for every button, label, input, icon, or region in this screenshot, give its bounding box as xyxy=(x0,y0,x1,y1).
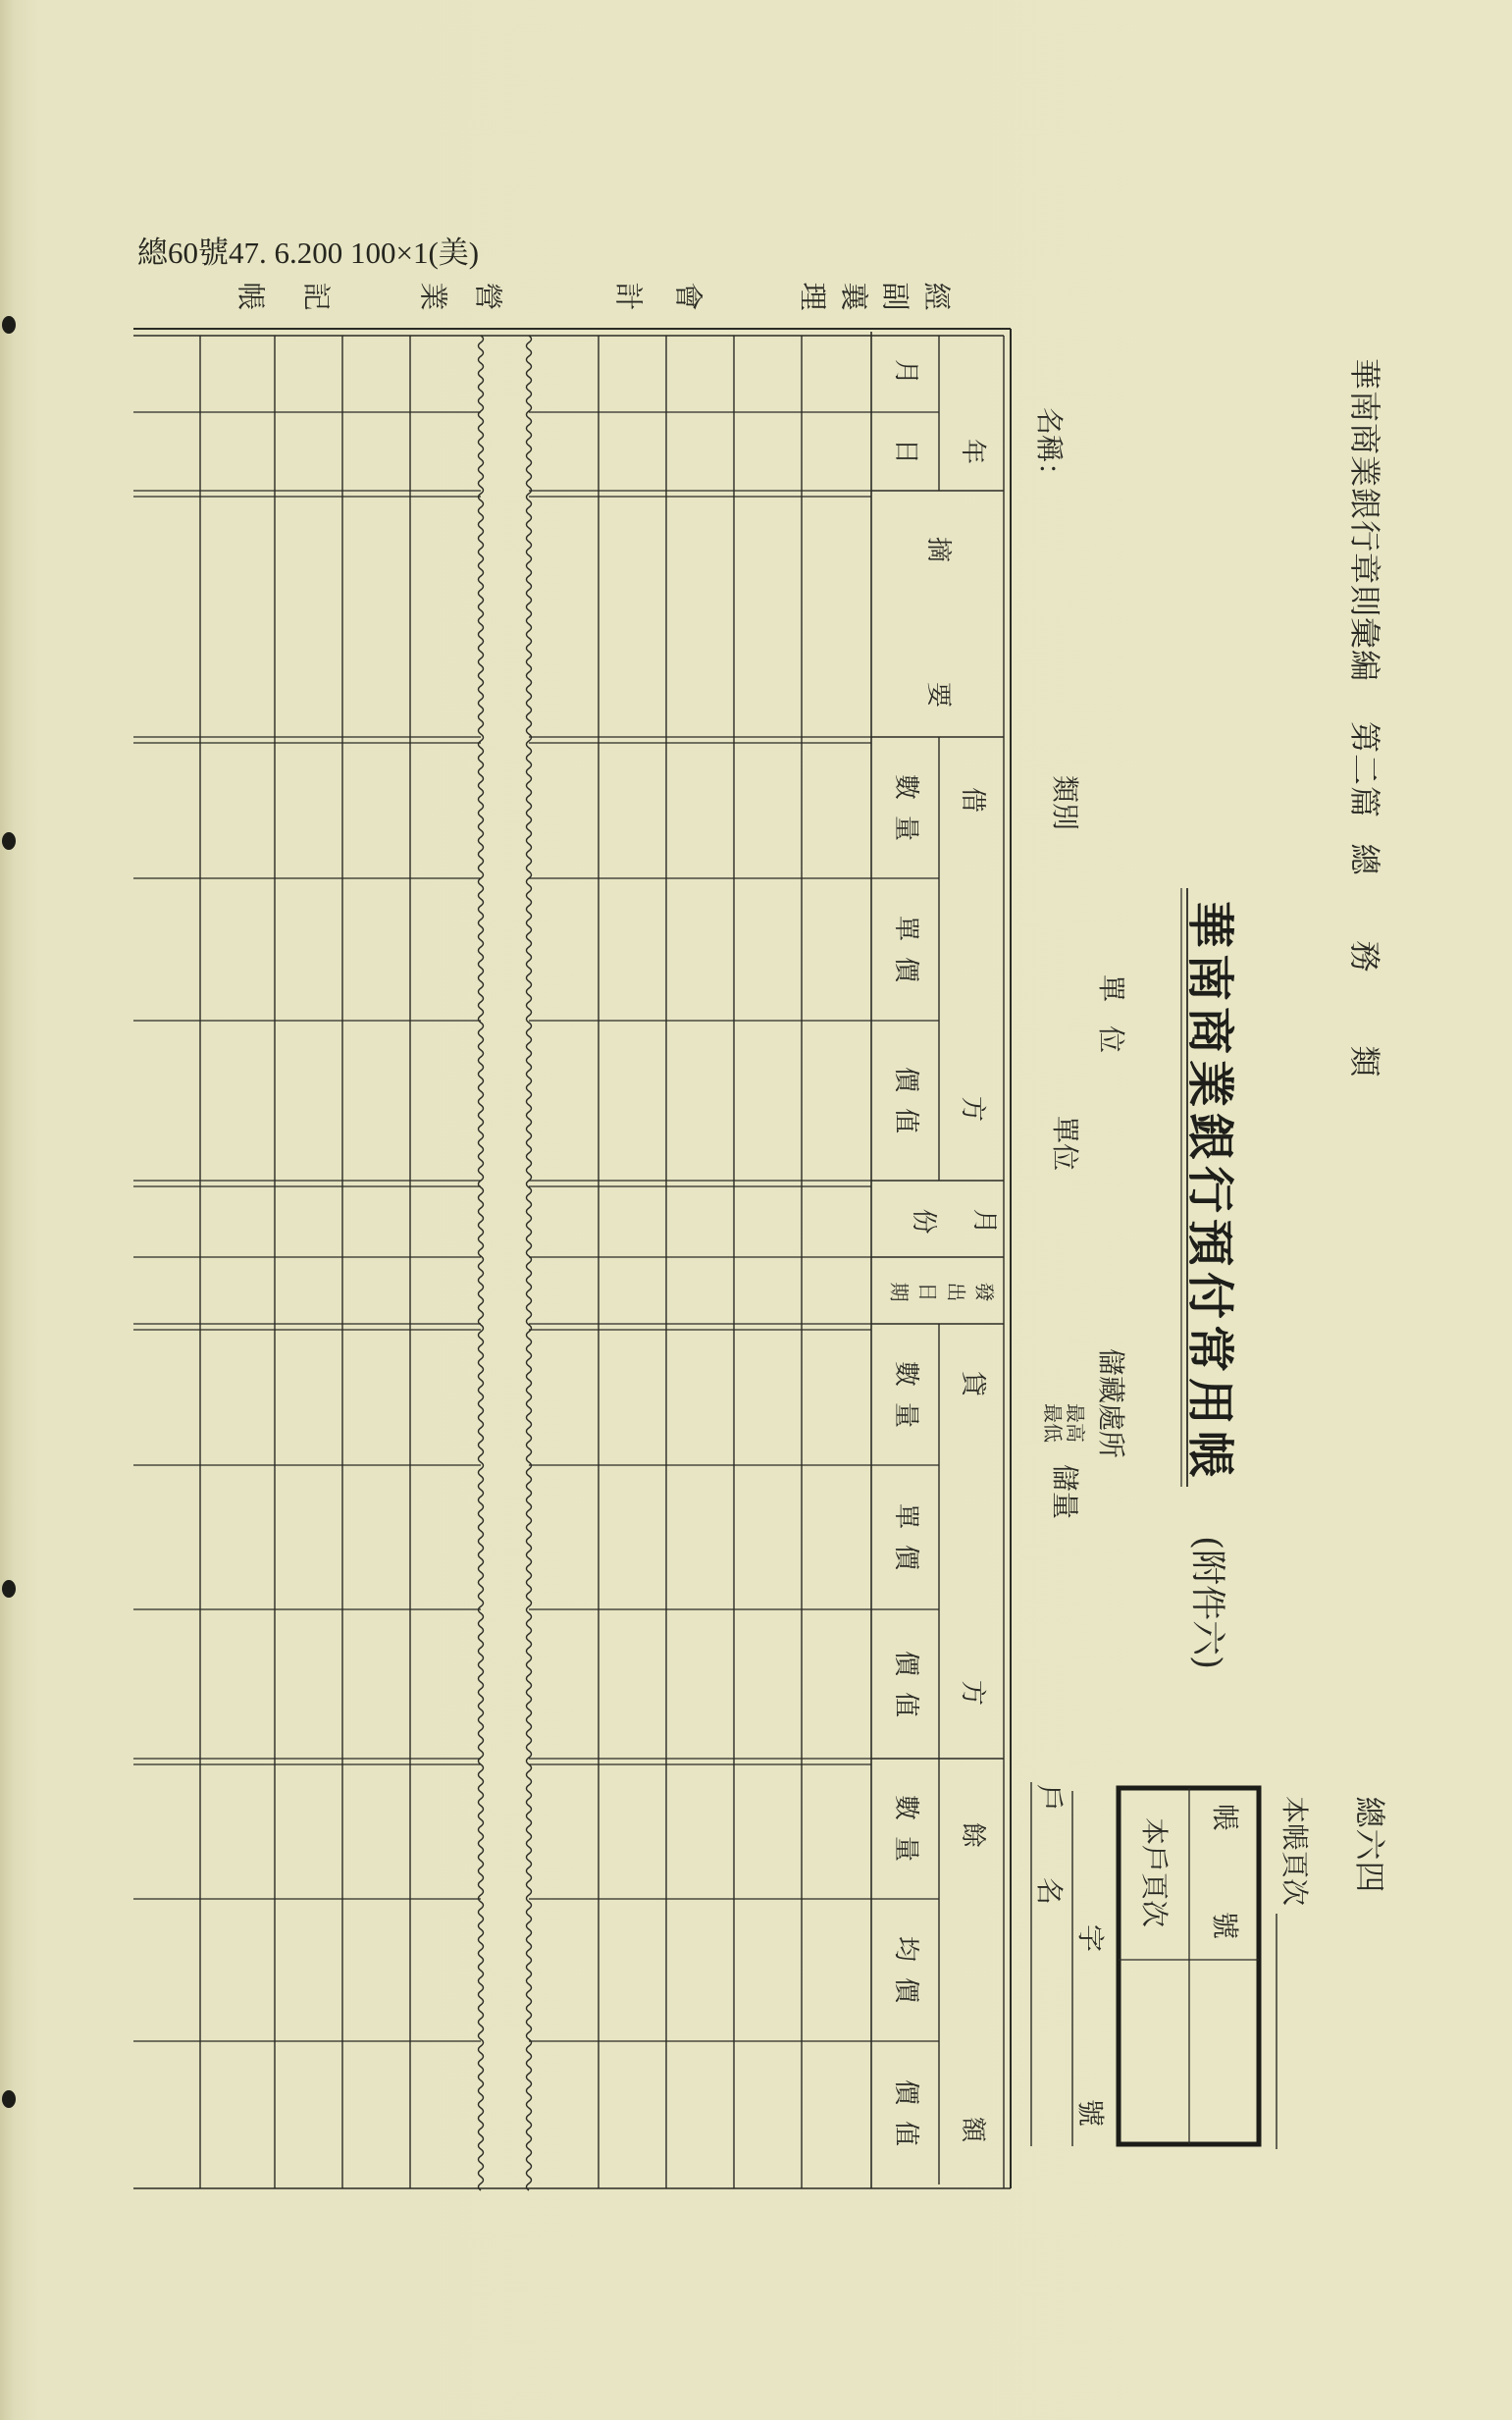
header-balance-1: 餘 xyxy=(958,1821,987,1849)
zi-label: 字 xyxy=(1074,1923,1107,1953)
stock-max-label: 最高 xyxy=(1064,1403,1087,1443)
header-summary-1: 摘 xyxy=(923,536,953,563)
account-number-field[interactable] xyxy=(1191,1963,1256,2141)
book-title: 華南商業銀行章則彙編 xyxy=(1346,358,1383,683)
header-month-period: 月份 xyxy=(877,1204,999,1234)
break-line-wavy xyxy=(479,336,484,2190)
header-debit-2: 方 xyxy=(958,1095,987,1123)
header-debit-value: 價值 xyxy=(891,1066,920,1150)
account-page-field[interactable] xyxy=(1121,1963,1186,2141)
part-label: 第二篇 xyxy=(1346,721,1383,819)
header-year: 年 xyxy=(958,438,987,465)
signature-manager: 經副襄理 xyxy=(787,278,952,312)
signature-business: 營業 xyxy=(393,278,503,312)
form-code: 總60號47. 6.200 100×1(美) xyxy=(137,236,480,270)
header-debit-qty: 數量 xyxy=(891,773,920,858)
stock-label: 儲量 xyxy=(1049,1463,1081,1520)
household-label: 戶 xyxy=(1033,1783,1066,1813)
header-credit-price: 單價 xyxy=(891,1502,920,1587)
header-credit-1: 貸 xyxy=(958,1370,987,1397)
signature-accounting: 會計 xyxy=(584,278,704,312)
storage-label: 儲藏處所 xyxy=(1095,1347,1127,1459)
header-debit-price: 單價 xyxy=(891,915,920,999)
category-char: 類 xyxy=(1346,1045,1383,1078)
header-credit-2: 方 xyxy=(958,1679,987,1707)
signature-bookkeeper: 記帳 xyxy=(200,278,332,312)
header-credit-qty: 數量 xyxy=(891,1360,920,1445)
name-label: 名稱： xyxy=(1033,406,1066,491)
form-title: 華南商業銀行預付常用帳 xyxy=(1182,901,1237,1485)
header-balance-avg: 均價 xyxy=(891,1935,920,2020)
header-balance-value: 價值 xyxy=(891,2078,920,2163)
header-issue-date: 發出日期 xyxy=(881,1279,995,1302)
account-page-label: 本戶頁次 xyxy=(1138,1816,1171,1928)
header-credit-value: 價值 xyxy=(891,1650,920,1734)
hao-label: 號 xyxy=(1074,2098,1107,2128)
header-debit-1: 借 xyxy=(958,786,987,814)
unit-label: 單位 xyxy=(1095,973,1127,1078)
unit-label-2: 單位 xyxy=(1049,1115,1081,1172)
header-month: 月 xyxy=(891,358,920,386)
header-balance-2: 額 xyxy=(958,2116,987,2143)
header-day: 日 xyxy=(891,438,920,465)
stock-min-label: 最低 xyxy=(1041,1403,1065,1443)
category-char: 務 xyxy=(1346,940,1383,973)
ledger-page-label: 本帳頁次 xyxy=(1278,1796,1311,1907)
category-label: 類別 xyxy=(1049,774,1081,831)
header-balance-qty: 數量 xyxy=(891,1794,920,1878)
attachment-label: (附件六) xyxy=(1187,1536,1227,1670)
household-name-label: 名 xyxy=(1033,1876,1066,1906)
category-char: 總 xyxy=(1346,843,1383,876)
break-line-wavy xyxy=(527,336,532,2190)
page-number: 總六四 xyxy=(1351,1796,1388,1894)
account-label-2: 號 xyxy=(1209,1911,1241,1940)
header-summary-2: 要 xyxy=(923,681,953,709)
account-label-1: 帳 xyxy=(1209,1803,1241,1832)
